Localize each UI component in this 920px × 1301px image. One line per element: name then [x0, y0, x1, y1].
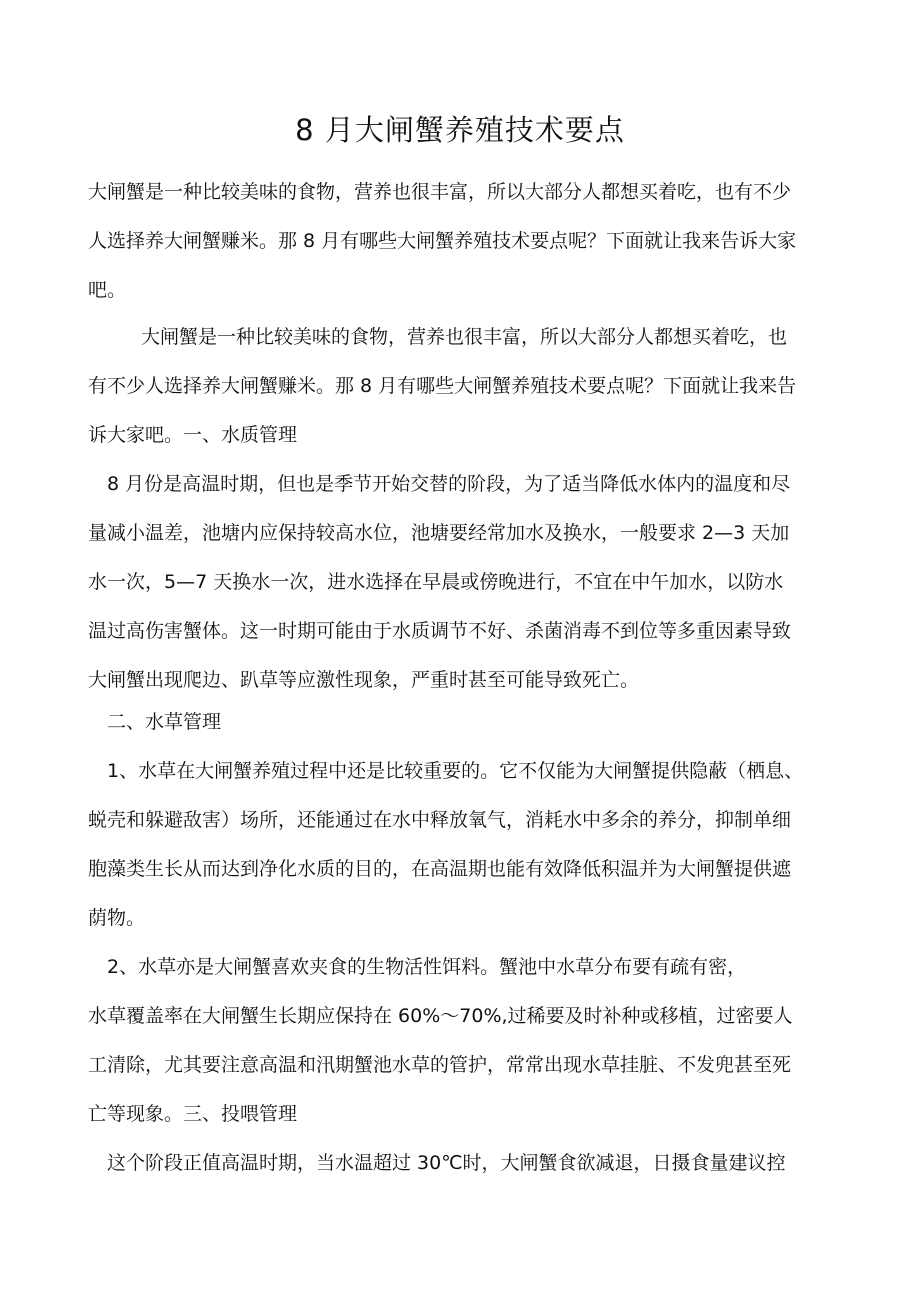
text-line: 温过高伤害蟹体。这一时期可能由于水质调节不好、杀菌消毒不到位等多重因素导致: [88, 620, 792, 642]
page-title: 8 月大闸蟹养殖技术要点: [295, 113, 625, 147]
text-line: 水草覆盖率在大闸蟹生长期应保持在 60%～70%,过稀要及时补种或移植，过密要人: [88, 1005, 793, 1027]
text-line: 水一次，5—7 天换水一次，进水选择在早晨或傍晚进行，不宜在中午加水，以防水: [88, 571, 784, 593]
text-line: 大闸蟹是一种比较美味的食物，营养也很丰富，所以大部分人都想买着吃，也: [141, 326, 788, 348]
text-line: 2、水草亦是大闸蟹喜欢夹食的生物活性饵料。蟹池中水草分布要有疏有密，: [107, 956, 747, 978]
text-line: 8 月份是高温时期，但也是季节开始交替的阶段，为了适当降低水体内的温度和尽: [107, 473, 791, 495]
section-heading: 二、水草管理: [107, 711, 222, 733]
text-line: 吧。: [88, 279, 127, 301]
text-line: 大闸蟹是一种比较美味的食物，营养也很丰富，所以大部分人都想买着吃，也有不少: [88, 181, 792, 203]
text-line: 蜕壳和躲避敌害）场所，还能通过在水中释放氧气，消耗水中多余的养分，抑制单细: [88, 809, 792, 831]
text-line: 亡等现象。三、投喂管理: [88, 1103, 298, 1125]
text-line: 有不少人选择养大闸蟹赚米。那 8 月有哪些大闸蟹养殖技术要点呢？下面就让我来告: [88, 375, 797, 397]
text-line: 1、水草在大闸蟹养殖过程中还是比较重要的。它不仅能为大闸蟹提供隐蔽（栖息、: [107, 760, 804, 782]
text-line: 这个阶段正值高温时期，当水温超过 30℃时，大闸蟹食欲减退，日摄食量建议控: [107, 1152, 786, 1174]
text-line: 大闸蟹出现爬边、趴草等应激性现象，严重时甚至可能导致死亡。: [88, 669, 640, 691]
text-line: 人选择养大闸蟹赚米。那 8 月有哪些大闸蟹养殖技术要点呢？下面就让我来告诉大家: [88, 230, 797, 252]
text-line: 胞藻类生长从而达到净化水质的目的，在高温期也能有效降低积温并为大闸蟹提供遮: [88, 858, 792, 880]
text-line: 量减小温差，池塘内应保持较高水位，池塘要经常加水及换水，一般要求 2—3 天加: [88, 522, 790, 544]
text-line: 诉大家吧。一、水质管理: [88, 424, 298, 446]
text-line: 荫物。: [88, 907, 146, 929]
text-line: 工清除，尤其要注意高温和汛期蟹池水草的管护，常常出现水草挂脏、不发兜甚至死: [88, 1054, 792, 1076]
